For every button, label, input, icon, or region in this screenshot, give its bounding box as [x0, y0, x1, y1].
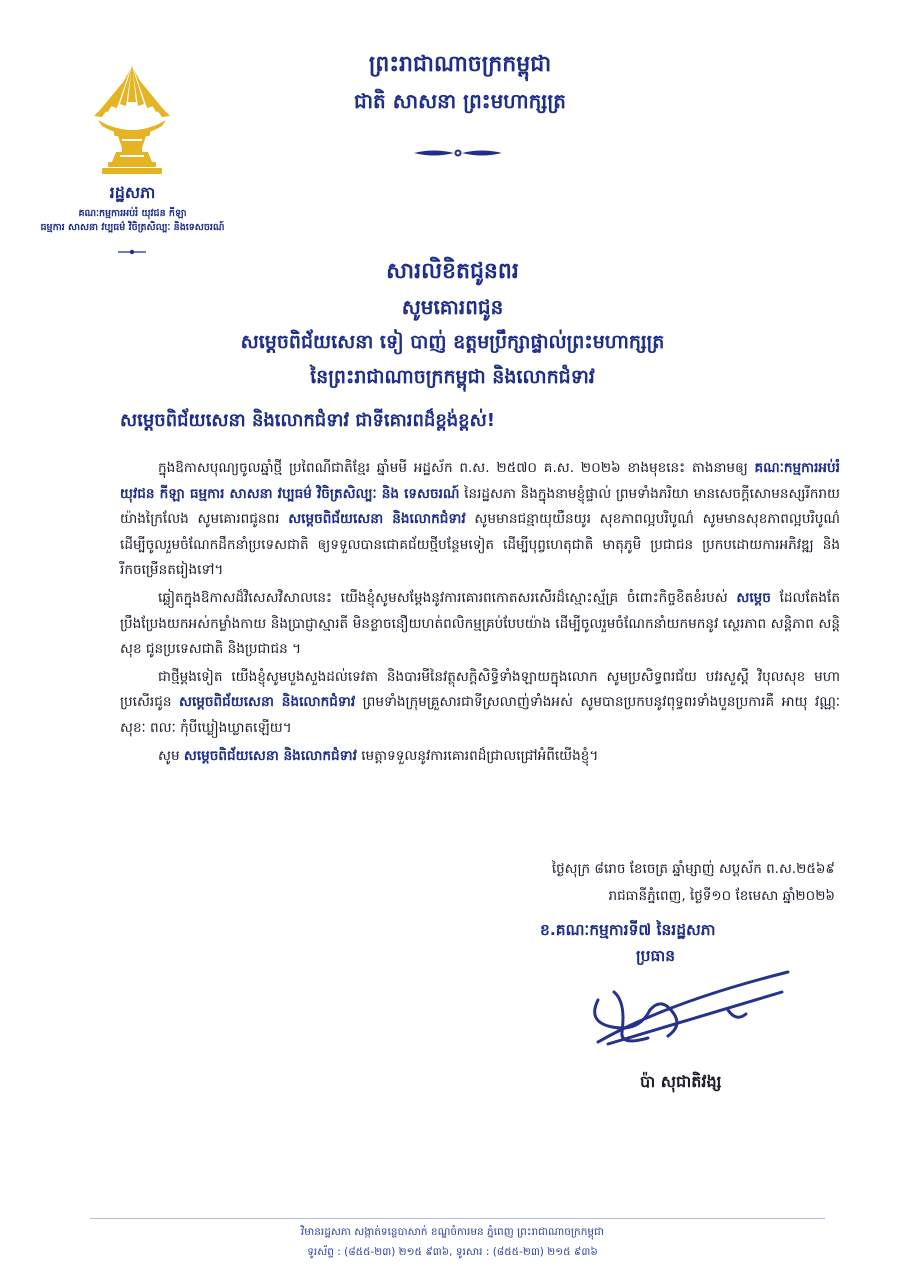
footer-address: វិមានរដ្ឋសភា សង្កាត់ទន្លេបាសាក់ ខណ្ឌចំការមន ភ្នំពេញ ព្រះរាជាណាចក្រកម្ពុជា [300, 1226, 605, 1238]
national-assembly-emblem-icon [92, 62, 172, 180]
recipient-name-bold: សម្តេច [736, 589, 771, 606]
letter-title: សារលិខិតជូនពរ [386, 259, 519, 284]
paragraph-text: សូម [158, 747, 180, 764]
paragraph-text: សូមមានជន្មាយុយឺនយូរ សុខភាពល្អបរិបូណ៌ សូមមានសុខភាពល្អបរិបូណ៌ ដើម្បីចូលរួមចំណែកដឹកនាំប្រទេសជាតិ ឲ្យទទួលបានជោគជ័យថ្មីបន្ថែមទៀត ដើម្បីបុព្វហេតុជាតិ មាតុភូមិ ប្រជាជន ប្រកបដោយការអភិវឌ្ឍ និងរីកចម្រើនតរៀងទៅ។ [120, 511, 841, 579]
kingdom-name: ព្រះរាជាណាចក្រកម្ពុជា [368, 52, 552, 77]
handwritten-signature [578, 962, 798, 1052]
signer-office: ខ.គណៈកម្មការទី៧ នៃរដ្ឋសភា [540, 921, 716, 939]
date-block [415, 856, 835, 910]
letter-subtitle: សូមគោរពជូន [401, 295, 504, 319]
divider-ornament-icon [410, 146, 506, 160]
small-ornament-icon [116, 247, 148, 257]
recipient-name-bold: សម្តេចពិជ័យសេនា និងលោកជំទាវ [288, 511, 466, 528]
paragraph-2 [120, 586, 840, 663]
paragraph-text: នៃរដ្ឋសភា និងក្នុងនាមខ្ញុំផ្ទាល់ ព្រមទាំងភរិយា មានសេចក្ដីសោមនស្សរីករាយយ៉ាងក្រៃលែង សូមគោរពជូនពរ [120, 485, 840, 528]
paragraph-3 [120, 665, 840, 742]
footer-phones: ទូរស័ព្ទ : (៨៥៥-២៣) ២១៥ ៩៣៦, ទូរសារ : (៨៥៥-២៣) ២១៥ ៩៣៦ [307, 1246, 598, 1258]
commission-subname: ធម្មការ សាសនា វប្បធម៌ វិចិត្រសិល្បៈ និងទេសចរណ៍ [40, 222, 225, 233]
paragraph-text: ដែលតែងតែប្រឹងប្រែងយកអស់កម្លាំងកាយ និងប្រាជ្ញាស្មារតី មិនខ្លាចនឿយហត់ពលិកម្មគ្រប់បែបយ៉ាង ដើម្បីចូលរួមចំណែកនាំយកមកនូវ ស្ថេរភាព សន្តិភាព សន្តិសុខ ជូនប្រទេសជាតិ និងប្រជាជន ។ [120, 589, 840, 658]
paragraph-text: ឆ្លៀតក្នុងឱកាសដ៏វិសេសវិសាលនេះ យើងខ្ញុំសូមសម្តែងនូវការគោរពកោតសរសើរដ៏ស្មោះស្ម័គ្រ ចំពោះកិច្ចខិតខំរបស់ [158, 589, 728, 606]
lunar-date: ថ្ងៃសុក្រ ៨រោច ខែចេត្រ ឆ្នាំម្សាញ់ សប្តស័ក ព.ស.២៥៦៩ [551, 861, 835, 877]
recipient-line-2: នៃព្រះរាជាណាចក្រកម្ពុជា និងលោកជំទាវ [310, 366, 595, 388]
paragraph-text: ព្រមទាំងក្រុមគ្រួសារជាទីស្រលាញ់ទាំងអស់ សូមបានប្រកបនូវពុទ្ធពរទាំងបួនប្រការគឺ អាយុ វណ្ណៈ សុខៈ ពលៈ កុំបីឃ្លៀងឃ្លាតឡើយ។ [120, 694, 840, 736]
signer-role: ប្រធាន [636, 947, 676, 965]
recipient-line: សម្តេចពិជ័យសេនា ទៀ បាញ់ ឧត្តមប្រឹក្សាផ្ទាល់ព្រះមហាក្សត្រ [240, 331, 665, 353]
paragraph-4 [120, 744, 840, 770]
committee-name-bold: គណៈកម្មការអប់រំ យុវជន កីឡា ធម្មការ សាសនា វប្បធម៌ វិចិត្រសិល្បៈ និង ទេសចរណ៍ [120, 460, 840, 502]
paragraph-text: ក្នុងឱកាសបុណ្យចូលឆ្នាំថ្មី ប្រពៃណីជាតិខ្មែរ ឆ្នាំមមី អដ្ឋស័ក ព.ស. ២៥៧០ គ.ស. ២០២៦ ខាងមុខនេះ តាងនាមឲ្យ [158, 460, 748, 476]
footer-divider [90, 1218, 825, 1219]
signer-name: ប៉ា សុជាតិវង្ស [640, 1072, 722, 1091]
paragraph-1 [120, 456, 840, 584]
recipient-name-bold: សម្តេចពិជ័យសេនា និងលោកជំទាវ [183, 747, 357, 764]
national-motto: ជាតិ សាសនា ព្រះមហាក្សត្រ [354, 89, 566, 113]
letter-body [120, 456, 840, 771]
commission-name: គណៈកម្មការអប់រំ យុវជន កីឡា [78, 208, 187, 219]
paragraph-text: ជាថ្មីម្តងទៀត យើងខ្ញុំសូមបួងសួងដល់ទេវតា និងបារមីនៃវត្ថុសក្ដិសិទ្ធិទាំងឡាយក្នុងលោក សូមប្រសិទ្ធពរជ័យ បវរសួស្តី វិបុលសុខ មហាប្រសើរជូន [120, 668, 840, 711]
salutation: សម្តេចពិជ័យសេនា និងលោកជំទាវ ជាទីគោរពដ៏ខ្ពង់ខ្ពស់! [120, 410, 495, 431]
institution-name: រដ្ឋសភា [109, 183, 156, 202]
solar-date: រាជធានីភ្នំពេញ, ថ្ងៃទី១០ ខែមេសា ឆ្នាំ២០២៦ [608, 888, 835, 904]
paragraph-text: មេត្តាទទួលនូវការគោរពដ៏ជ្រាលជ្រៅអំពីយើងខ្ញុំ។ [361, 747, 599, 764]
recipient-name-bold: សម្តេចពិជ័យសេនា និងលោកជំទាវ [179, 694, 356, 711]
